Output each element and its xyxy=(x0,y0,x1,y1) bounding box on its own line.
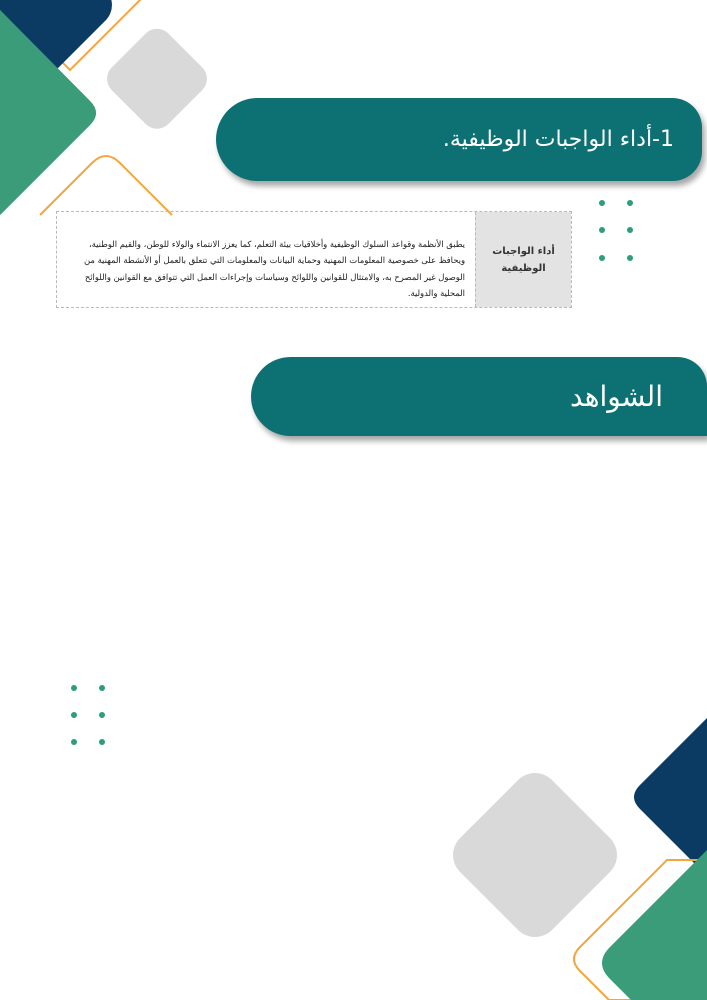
dot xyxy=(99,685,105,691)
dot xyxy=(99,739,105,745)
dot xyxy=(71,685,77,691)
table-description: يطبق الأنظمة وقواعد السلوك الوظيفية وأخلاقيات بيئة التعلم، كما يعزز الانتماء والولاء للوطن، والقيم الوطنية، ويحافظ على خصوصية المعلومات المهنية وحماية البيانات والمعلومات التي تتعلق بالعمل أو الأنشطة المهنية من الوصول غير المصرح به، والامتثال للقوانين واللوائح وسياسات وإجراءات العمل التي تتوافق مع القوانين واللوائح المحلية والدولية. xyxy=(84,239,465,299)
evidence-title: الشواهد xyxy=(570,380,663,413)
dot xyxy=(99,712,105,718)
section-title: 1-أداء الواجبات الوظيفية. xyxy=(442,127,674,152)
dot xyxy=(71,712,77,718)
dot xyxy=(71,739,77,745)
table-label: أداء الواجبات الوظيفية xyxy=(492,245,555,274)
